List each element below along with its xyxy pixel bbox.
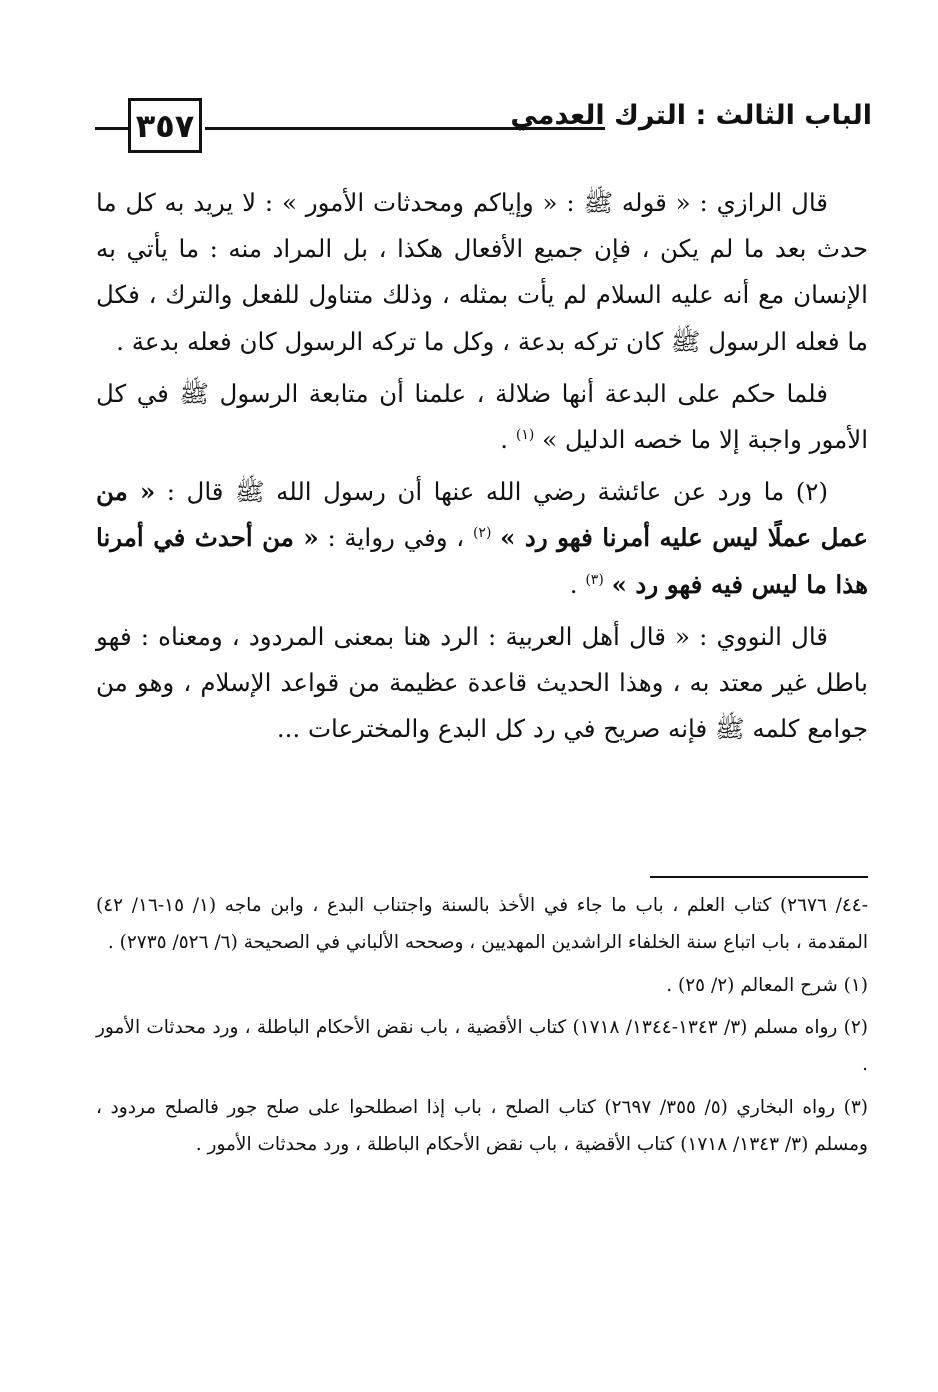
paragraph-text: (٢) ما ورد عن عائشة رضي الله عنها أن رسول الله ﷺ قال : <box>155 477 828 507</box>
footnote-2: (٢) رواه مسلم (٣/ ١٣٤٣-١٣٤٤/ ١٧١٨) كتاب الأقضية ، باب نقض الأحكام الباطلة ، ورد محدثات الأمور . <box>96 1017 868 1076</box>
punctuation: . <box>569 569 586 599</box>
footnote-ref: (٣) <box>585 571 604 588</box>
hadith-quote: « من أحدث في أمرنا هذا ما ليس فيه فهو رد » <box>96 523 868 599</box>
paragraph-bidah-ruling <box>96 371 868 463</box>
paragraph-nawawi: قال النووي : « قال أهل العربية : الرد هنا بمعنى المردود ، ومعناه : فهو باطل غير معتد به ، وهذا الحديث قاعدة عظيمة من قواعد الإسلام ، وهو من جوامع كلمه ﷺ فإنه صريح في رد كل البدع والمخترعات ... <box>96 621 868 744</box>
running-header <box>0 92 938 162</box>
paragraph-aisha-hadith <box>96 469 868 608</box>
paragraph-text: ، وفي رواية : <box>318 523 473 553</box>
header-rule-left <box>95 127 128 130</box>
paragraph-razi: قال الرازي : « قوله ﷺ : « وإياكم ومحدثات الأمور » : لا يريد به كل ما حدث بعد ما لم يكن ، فإن جميع الأفعال هكذا ، بل المراد منه : ما يأتي به الإنسان مع أنه عليه السلام لم يأت بمثله ، وذلك متناول للفعل والترك ، فكل ما فعله الرسول ﷺ كان تركه بدعة ، وكل ما تركه الرسول كان فعله بدعة . <box>96 188 868 356</box>
chapter-title: الباب الثالث : الترك العدمي <box>510 100 872 131</box>
page-number: ٣٥٧ <box>128 98 202 153</box>
paragraph-text: فلما حكم على البدعة أنها ضلالة ، علمنا أن متابعة الرسول ﷺ في كل الأمور واجبة إلا ما خصه الدليل » <box>96 378 868 455</box>
footnote-ref: (١) <box>515 426 535 443</box>
punctuation: . <box>500 425 516 455</box>
hadith-quote: « من عمل عملًا ليس عليه أمرنا فهو رد » <box>96 477 868 553</box>
footnotes <box>96 888 868 1170</box>
footnote-1: (١) شرح المعالم (٢/ ٢٥) . <box>666 974 868 996</box>
footnote-separator <box>650 876 868 878</box>
main-text <box>96 180 868 758</box>
footnote-ref: (٢) <box>472 525 492 542</box>
footnote-continued: -٤٤/ ٢٦٧٦) كتاب العلم ، باب ما جاء في الأخذ بالسنة واجتناب البدع ، وابن ماجه (١/ ١٥-١٦/ ٤٢) المقدمة ، باب اتباع سنة الخلفاء الراشدين المهديين ، وصححه الألباني في الصحيحة (٦/ ٥٢٦/ ٢٧٣٥) . <box>96 895 868 953</box>
footnote-3: (٣) رواه البخاري (٥/ ٣٥٥/ ٢٦٩٧) كتاب الصلح ، باب إذا اصطلحوا على صلح جور فالصلح مردود ، ومسلم (٣/ ١٣٤٣/ ١٧١٨) كتاب الأقضية ، باب نقض الأحكام الباطلة ، ورد محدثات الأمور . <box>96 1096 868 1155</box>
